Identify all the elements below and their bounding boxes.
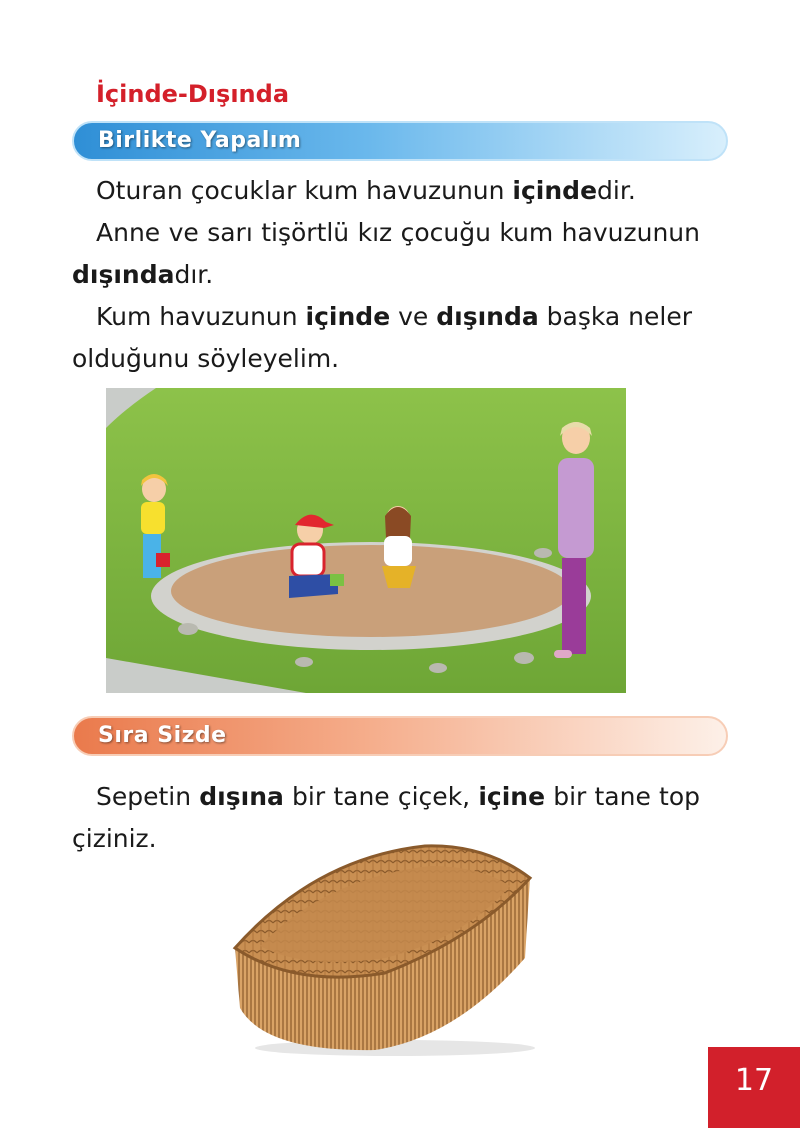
bold-word: içinde	[512, 176, 598, 205]
page-number: 17	[734, 1063, 774, 1098]
paragraph-question: Kum havuzunun içinde ve dışında başka neler olduğunu söyleyelim.	[72, 302, 693, 373]
paragraph-inside: Oturan çocuklar kum havuzunun içindedir.	[96, 176, 636, 205]
wicker-basket-illustration	[225, 838, 545, 1058]
bold-word: dışında	[436, 302, 539, 331]
bold-word: dışında	[72, 260, 175, 289]
children-in-sandbox-illustration	[106, 388, 626, 693]
topic-title: İçinde-Dışında	[96, 80, 290, 108]
page-number-box	[708, 1047, 800, 1128]
paragraph-outside: Anne ve sarı tişörtlü kız çocuğu kum havuzunun dışındadır.	[72, 218, 700, 289]
bold-word: dışına	[199, 782, 284, 811]
bold-word: içinde	[305, 302, 391, 331]
section-header-label: Sıra Sizde	[98, 723, 227, 748]
section-header-label: Birlikte Yapalım	[98, 128, 302, 153]
section-header-sira-sizde	[72, 716, 728, 756]
section-header-birlikte-yapalim	[72, 121, 728, 161]
paragraph-task: Sepetin dışına bir tane çiçek, içine bir tane top çiziniz.	[72, 782, 700, 853]
bold-word: içine	[478, 782, 546, 811]
